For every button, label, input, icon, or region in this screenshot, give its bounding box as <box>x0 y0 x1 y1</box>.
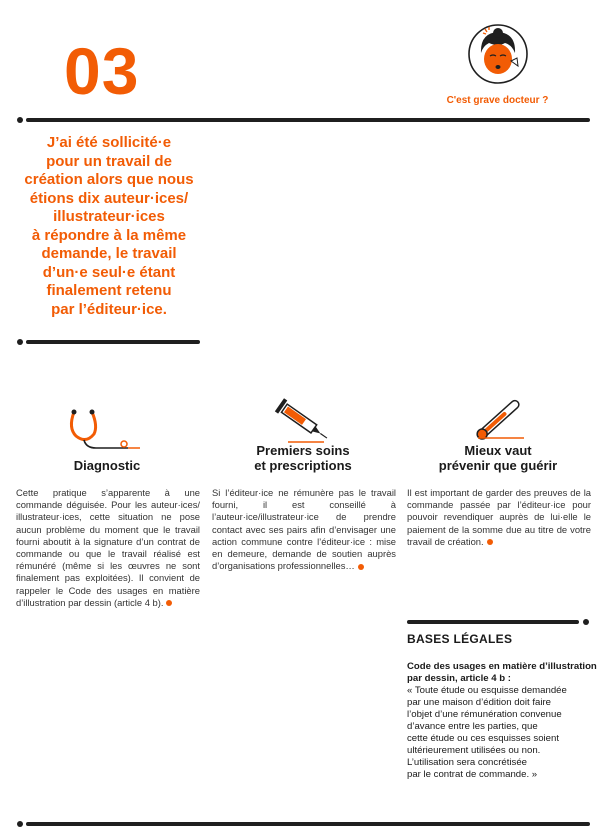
doctor-face-icon <box>467 23 529 85</box>
column-text <box>212 487 396 572</box>
column-title-line: prévenir que guérir <box>438 458 558 473</box>
column-text <box>16 487 200 609</box>
question-line: étions dix auteur·ices/ <box>29 189 189 207</box>
logo-caption: C'est grave docteur ? <box>446 95 549 106</box>
bases-divider <box>407 620 579 624</box>
column-title <box>430 443 566 473</box>
question-line: à répondre à la même <box>31 226 187 244</box>
column-text-body: Si l’éditeur·ice ne rémunère pas le travail fourni, il est conseillé à l’auteur·ice/illustrateur·ice de prendre contact avec ses pairs afin d’envisager une action commune contre l’éditeur·ice : mise en demeure, demande de soutien auprès d’organisations professionnelles… <box>212 487 396 572</box>
syringe-icon <box>274 398 334 446</box>
end-dot <box>358 564 364 570</box>
bases-subtitle: Code des usages en matière d’illustration par dessin, article 4 b : <box>407 661 597 684</box>
end-dot <box>487 539 493 545</box>
thermometer-icon <box>468 394 532 442</box>
stethoscope-icon <box>66 408 142 450</box>
question-block <box>14 134 204 319</box>
column-title <box>236 443 370 473</box>
column-title-line: Diagnostic <box>73 458 141 473</box>
column-title-line: Mieux vaut <box>464 443 532 458</box>
rule-dot <box>583 619 589 625</box>
bases-title: BASES LÉGALES <box>407 632 513 646</box>
end-dot <box>166 600 172 606</box>
rule-dot <box>17 821 23 827</box>
bottom-divider <box>26 822 590 826</box>
top-divider <box>26 118 590 122</box>
column-text-body: Cette pratique s’apparente à une commande déguisée. Pour les auteur·ices/ illustrateur·ices, cette situation ne pose aucun problème du moment que le travail fourni aboutit à la signature d’un contrat de commande ou que le travail réalisé est rémunéré (même si les œuvres ne sont finalement pas exploitées). Il convient de rappeler le Code des usages en matière d’illustration par dessin (article 4 b). <box>16 487 200 608</box>
question-line: pour un travail de <box>46 152 172 170</box>
section-number: 03 <box>64 34 140 108</box>
bases-quote: « Toute étude ou esquisse demandée par une maison d’édition doit faire l’objet d’une rémunération convenue d’avance entre les parties, que cette étude ou ces esquisses soient ultérieurement utilisées ou non. L’utilisation sera concrétisée par le contrat de commande. » <box>407 685 567 780</box>
question-line: d’un·e seul·e étant <box>42 263 176 281</box>
column-text-body: Il est important de garder des preuves de la commande passée par l’éditeur·ice pour pouvoir revendiquer auprès de lui·elle le paiement de la somme due au titre de votre travail de création. <box>407 487 591 547</box>
rule-dot <box>17 339 23 345</box>
question-line: demande, le travail <box>41 245 177 262</box>
column-title <box>45 458 169 473</box>
column-title-line: et prescriptions <box>254 458 352 473</box>
question-line: illustrateur·ices <box>53 208 165 225</box>
question-line: finalement retenu <box>46 282 172 299</box>
question-line: par l’éditeur·ice. <box>51 300 167 318</box>
question-divider <box>26 340 200 344</box>
rule-dot <box>17 117 23 123</box>
column-title-line: Premiers soins <box>256 443 350 458</box>
column-text <box>407 487 591 548</box>
question-line: J’ai été sollicité·e <box>46 134 172 151</box>
question-line: création alors que nous <box>24 171 194 188</box>
